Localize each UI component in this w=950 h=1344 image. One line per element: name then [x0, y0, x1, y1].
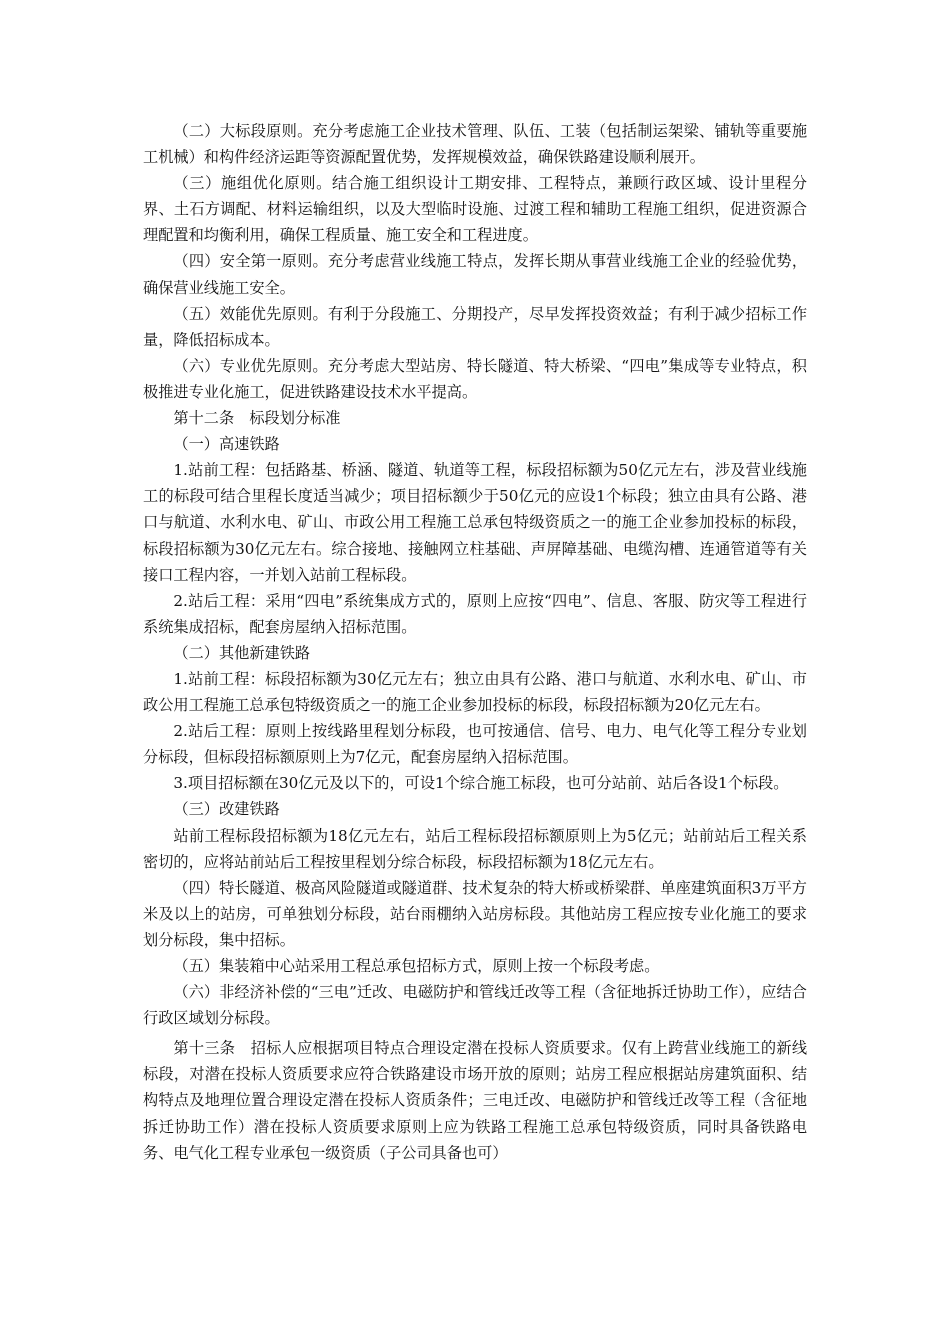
paragraph-principle-specialization-first: （六）专业优先原则。充分考虑大型站房、特长隧道、特大桥梁、“四电”集成等专业特点，积极推进专业化施工，促进铁路建设技术水平提高。	[143, 356, 807, 401]
paragraph-principle-efficiency-first: （五）效能优先原则。有利于分段施工、分期投产，尽早发挥投资效益；有利于减少招标工作量，降低招标成本。	[143, 304, 807, 349]
section-heading-high-speed-railway: （一）高速铁路	[173, 435, 280, 454]
paragraph-hsr-pre-station-works: 1.站前工程：包括路基、桥涵、隧道、轨道等工程，标段招标额为50亿元左右，涉及营业线施工的标段可结合里程长度适当减少；项目招标额少于50亿元的应设1个标段；独立由具有公路、港口与航道、水利水电、矿山、市政公用工程施工总承包特级资质之一的施工企业参加投标的标段，标段招标额为30亿元左右。综合接地、接触网立柱基础、声屏障基础、电缆沟槽、连通管道等有关接口工程内容，一并划入站前工程标段。	[143, 461, 807, 584]
paragraph-three-electricity-relocation: （六）非经济补偿的“三电”迁改、电磁防护和管线迁改等工程（含征地拆迁协助工作），应结合行政区域划分标段。	[143, 983, 807, 1028]
paragraph-container-center-station: （五）集装箱中心站采用工程总承包招标方式，原则上按一个标段考虑。	[173, 957, 660, 975]
paragraph-other-post-station-works: 2.站后工程：原则上按线路里程划分标段，也可按通信、信号、电力、电气化等工程分专业划分标段，但标段招标额原则上为7亿元，配套房屋纳入招标范围。	[143, 722, 807, 767]
article-13-paragraph: 第十三条 招标人应根据项目特点合理设定潜在投标人资质要求。仅有上跨营业线施工的新线标段，对潜在投标人资质要求应符合铁路建设市场开放的原则；站房工程应根据站房建筑面积、结构特点及地理位置合理设定潜在投标人资质条件；三电迁改、电磁防护和管线迁改等工程（含征地拆迁协助工作）潜在投标人资质要求原则上应为铁路工程施工总承包特级资质，同时具备铁路电务、电气化工程专业承包一级资质（子公司具备也可）	[143, 1039, 807, 1162]
document-body	[143, 118, 807, 1166]
paragraph-principle-large-section: （二）大标段原则。充分考虑施工企业技术管理、队伍、工装（包括制运架梁、铺轨等重要施工机械）和构件经济运距等资源配置优势，发挥规模效益，确保铁路建设顺利展开。	[143, 122, 807, 167]
paragraph-principle-safety-first: （四）安全第一原则。充分考虑营业线施工特点，发挥长期从事营业线施工企业的经验优势，确保营业线施工安全。	[143, 252, 807, 297]
paragraph-hsr-post-station-works: 2.站后工程：采用“四电”系统集成方式的，原则上应按“四电”、信息、客服、防灾等工程进行系统集成招标，配套房屋纳入招标范围。	[143, 591, 807, 636]
paragraph-renovated-railway-sections: 站前工程标段招标额为18亿元左右，站后工程标段招标额原则上为5亿元；站前站后工程关系密切的，应将站前站后工程按里程划分综合标段，标段招标额为18亿元左右。	[143, 826, 807, 871]
section-heading-renovated-railway: （三）改建铁路	[173, 800, 280, 819]
section-heading-other-new-railway: （二）其他新建铁路	[173, 643, 311, 662]
paragraph-special-tunnels-bridges-stations: （四）特长隧道、极高风险隧道或隧道群、技术复杂的特大桥或桥梁群、单座建筑面积3万平方米及以上的站房，可单独划分标段，站台雨棚纳入站房标段。其他站房工程应按专业化施工的要求划分标段，集中招标。	[143, 878, 807, 949]
paragraph-principle-construction-optimization: （三）施组优化原则。结合施工组织设计工期安排、工程特点，兼顾行政区域、设计里程分界、土石方调配、材料运输组织，以及大型临时设施、过渡工程和辅助工程施工组织，促进资源合理配置和均衡利用，确保工程质量、施工安全和工程进度。	[143, 174, 807, 245]
article-12-heading: 第十二条 标段划分标准	[173, 409, 341, 428]
paragraph-other-pre-station-works: 1.站前工程：标段招标额为30亿元左右；独立由具有公路、港口与航道、水利水电、矿山、市政公用工程施工总承包特级资质之一的施工企业参加投标的标段，标段招标额为20亿元左右。	[143, 669, 807, 715]
paragraph-other-combined-section: 3.项目招标额在30亿元及以下的，可设1个综合施工标段，也可分站前、站后各设1个标段。	[173, 774, 789, 793]
